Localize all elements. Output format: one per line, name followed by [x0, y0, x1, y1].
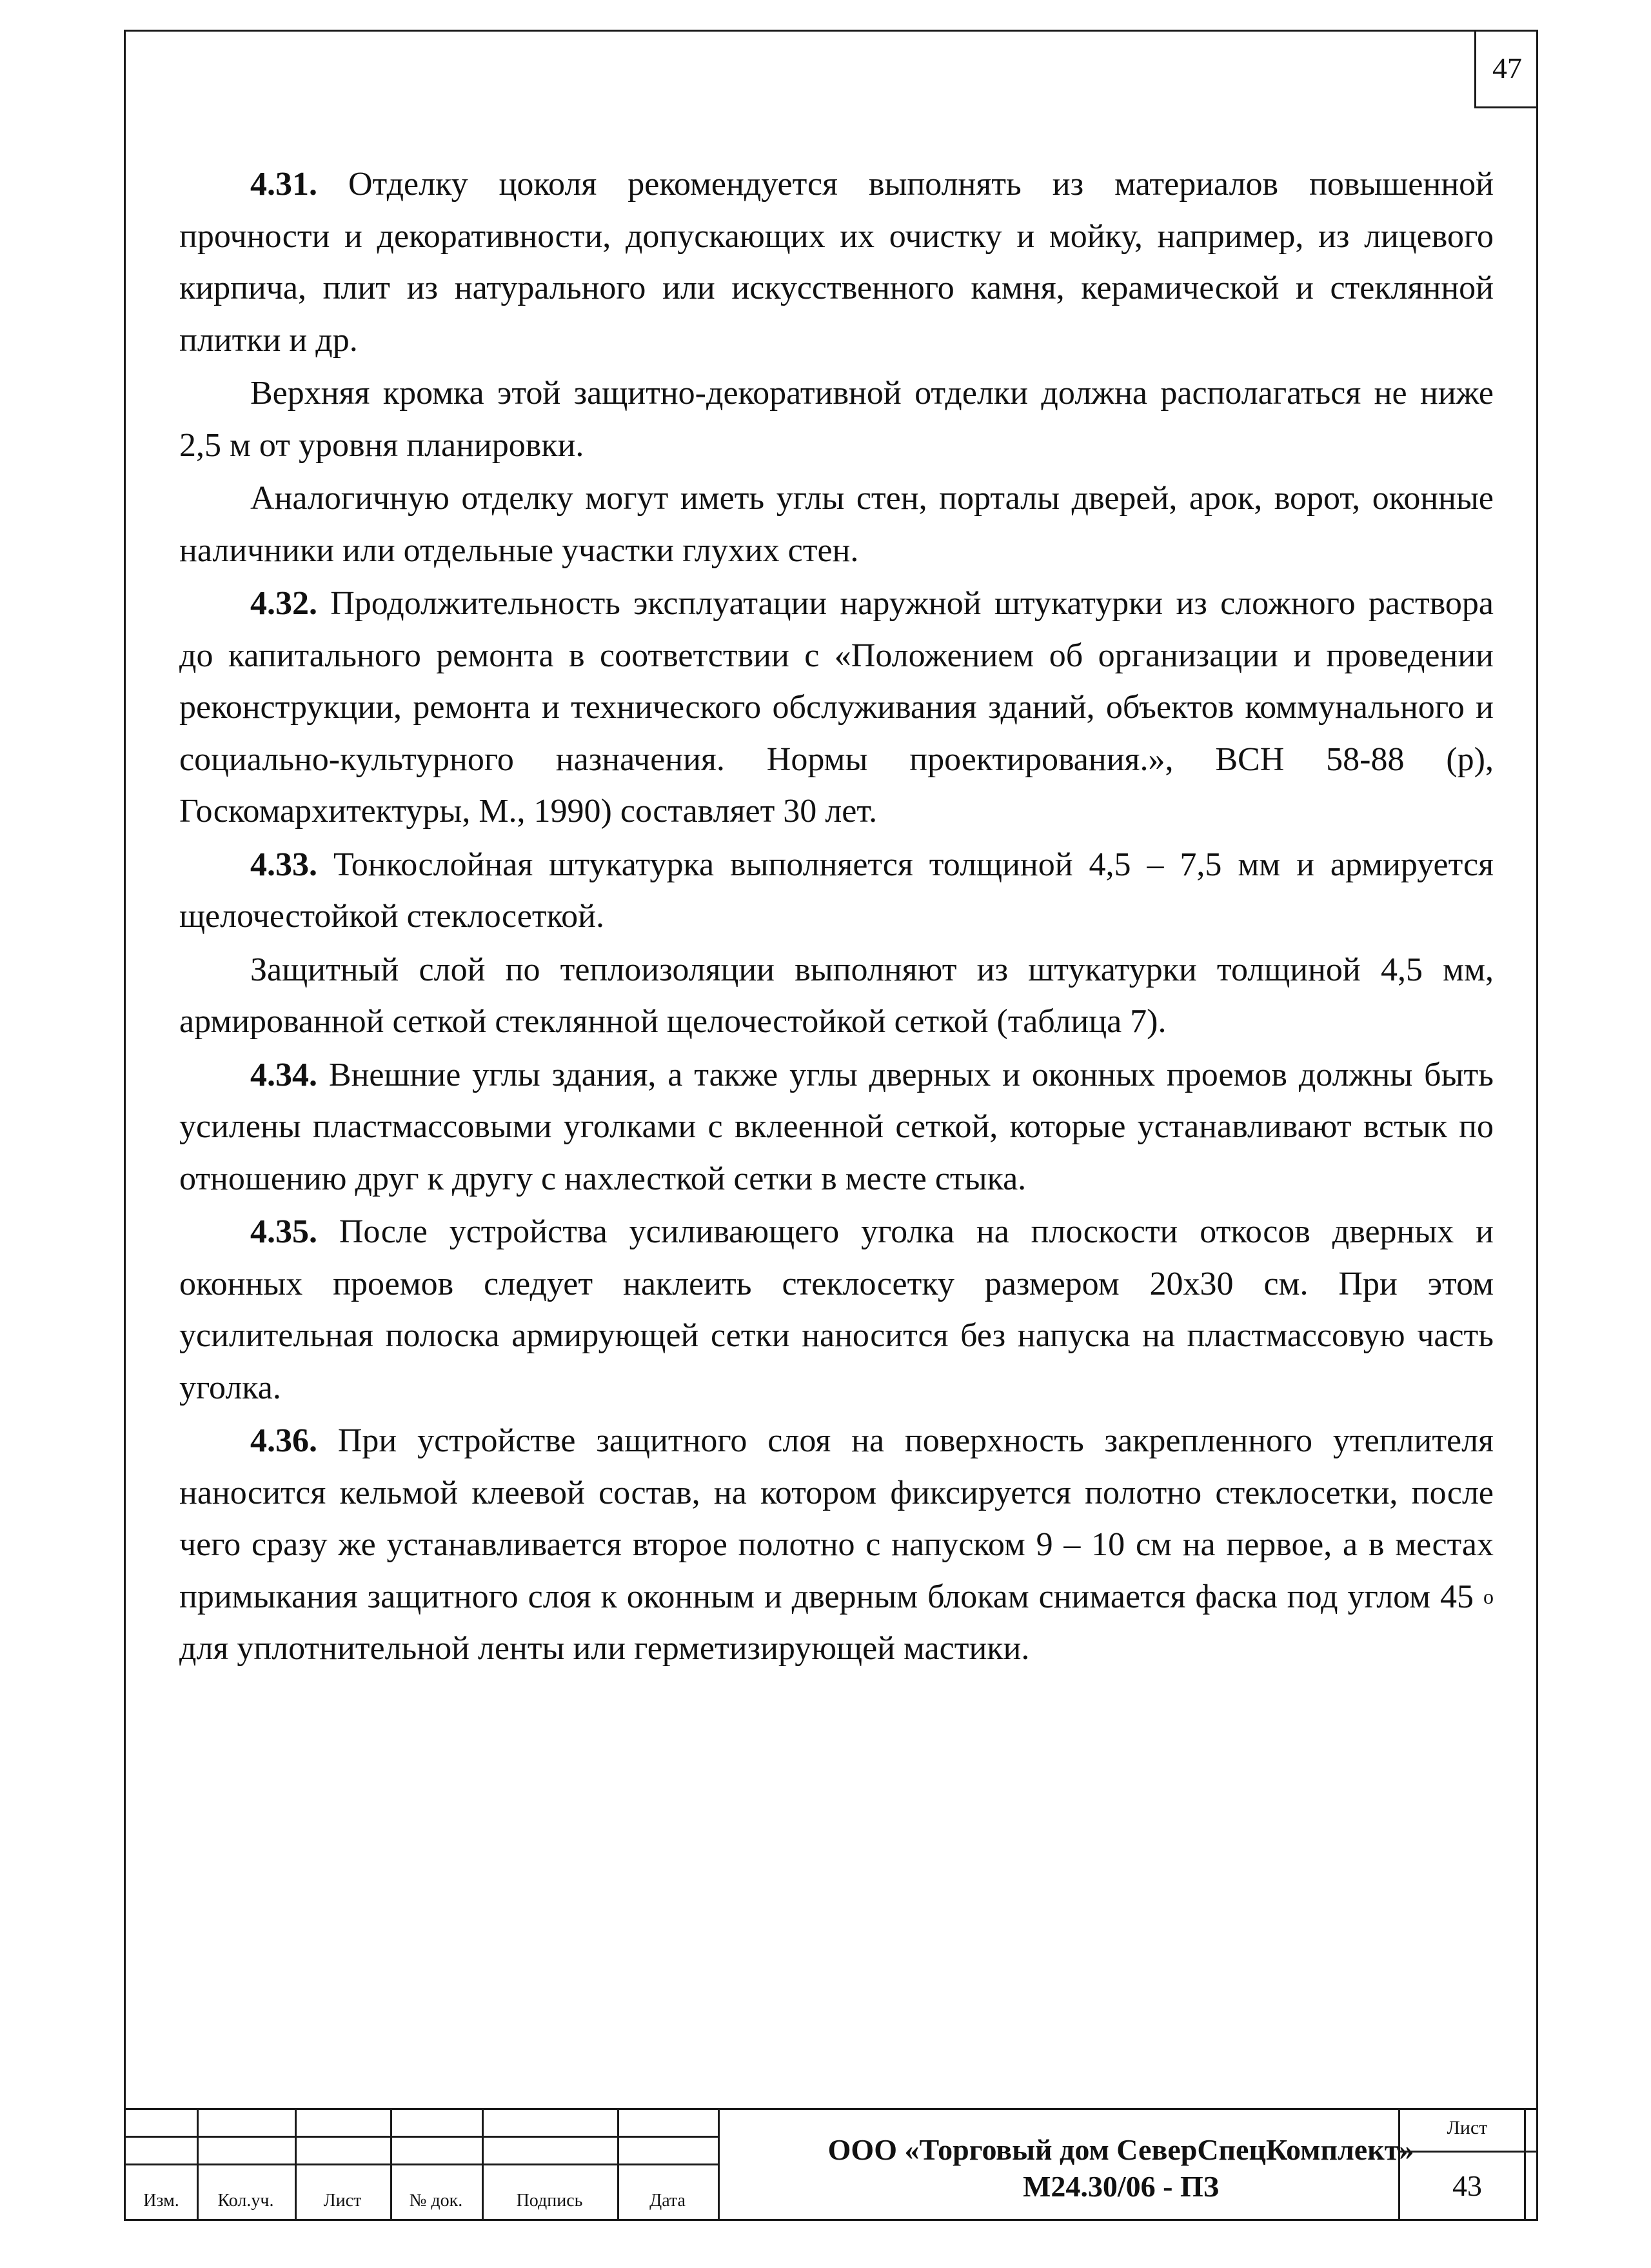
paragraph-text: Верхняя кромка этой защитно-декоративной отделки должна располагаться не ниже 2,5 м от уровня планировки. [179, 375, 1494, 464]
title-block [126, 2108, 1536, 2219]
col-label-signature: Подпись [516, 2191, 583, 2211]
paragraph-text: Защитный слой по теплоизоляции выполняют из штукатурки толщиной 4,5 мм, армированной сеткой стеклянной щелочестойкой сеткой (таблица 7). [179, 951, 1494, 1040]
paragraph-text: После устройства усиливающего уголка на плоскости откосов дверных и оконных проемов следует наклеить стеклосетку размером 20х30 см. При этом усилительная полоска армирующей сетки наносится без напуска на пластмассовую часть уголка. [179, 1213, 1494, 1406]
paragraph-4-31-similar-finish [179, 473, 1494, 577]
sheet-label: Лист [1447, 2117, 1488, 2138]
col-label-list: Лист [323, 2191, 362, 2211]
sheet-cell-divider [1398, 2151, 1536, 2153]
paragraph-4-33-protective-layer [179, 944, 1494, 1048]
paragraph-4-31-top-edge [179, 368, 1494, 472]
clause-number: 4.36. [250, 1422, 317, 1459]
clause-number: 4.33. [250, 846, 317, 883]
paragraph-4-31 [179, 159, 1494, 366]
degree-symbol: о [1483, 1584, 1494, 1608]
paragraph-4-32 [179, 578, 1494, 838]
paragraph-text: Продолжительность эксплуатации наружной штукатурки из сложного раствора до капитального ремонта в соответствии с «Положением об организации и проведении реконструкции, ремонта и технического обслуживания зданий, объектов коммунального и социально-культурного назначения. Нормы проектирования.», ВСН 58-88 (р), Госкомархитектуры, М., 1990) составляет 30 лет. [179, 585, 1494, 830]
paragraph-text: При устройстве защитного слоя на поверхность закрепленного утеплителя наносится кельмой клеевой состав, на котором фиксируется полотно стеклосетки, после чего сразу же устанавливается второе полотно с напуском 9 – 10 см на первое, а в местах примыкания защитного слоя к оконным и дверным блокам снимается фаска под углом 45 [179, 1422, 1494, 1615]
paragraph-text: Аналогичную отделку могут иметь углы стен, порталы дверей, арок, ворот, оконные наличники или отдельные участки глухих стен. [179, 480, 1494, 569]
paragraph-text: Тонкослойная штукатурка выполняется толщиной 4,5 – 7,5 мм и армируется щелочестойкой стеклосеткой. [179, 846, 1494, 935]
title-block-top-line [126, 2108, 1536, 2110]
col-label-doc-no: № док. [409, 2191, 463, 2211]
col-label-kol-uch: Кол.уч. [217, 2191, 274, 2211]
sheet-number: 43 [1452, 2169, 1482, 2202]
clause-number: 4.31. [250, 166, 317, 203]
title-block-row-line [126, 2164, 718, 2165]
title-block-row-line [126, 2136, 718, 2138]
col-label-date: Дата [649, 2191, 686, 2211]
paragraph-4-33 [179, 839, 1494, 943]
clause-number: 4.35. [250, 1213, 317, 1250]
document-code: М24.30/06 - ПЗ [1022, 2170, 1220, 2203]
page-number: 47 [1492, 52, 1522, 85]
clause-number: 4.34. [250, 1056, 317, 1093]
organization-name: ООО «Торговый дом СеверСпецКомплект» [827, 2133, 1414, 2166]
paragraph-text: Отделку цоколя рекомендуется выполнять из материалов повышенной прочности и декоративности, допускающих их очистку и мойку, например, из лицевого кирпича, плит из натурального или искусственного камня, керамической и стеклянной плитки и др. [179, 166, 1494, 359]
paragraph-text-tail: для уплотнительной ленты или герметизирующей мастики. [179, 1630, 1030, 1667]
clause-number: 4.32. [250, 585, 317, 622]
paragraph-4-34 [179, 1049, 1494, 1206]
paragraph-4-35 [179, 1206, 1494, 1414]
paragraph-text: Внешние углы здания, а также углы дверных и оконных проемов должны быть усилены пластмассовыми уголками с вклеенной сеткой, которые устанавливают встык по отношению друг к другу с нахлесткой сетки в месте стыка. [179, 1056, 1494, 1197]
col-label-izm: Изм. [143, 2191, 179, 2211]
sheet-cell [1398, 2108, 1536, 2219]
paragraph-4-36 [179, 1415, 1494, 1675]
page-number-box [1474, 30, 1538, 108]
document-body [179, 159, 1494, 1676]
